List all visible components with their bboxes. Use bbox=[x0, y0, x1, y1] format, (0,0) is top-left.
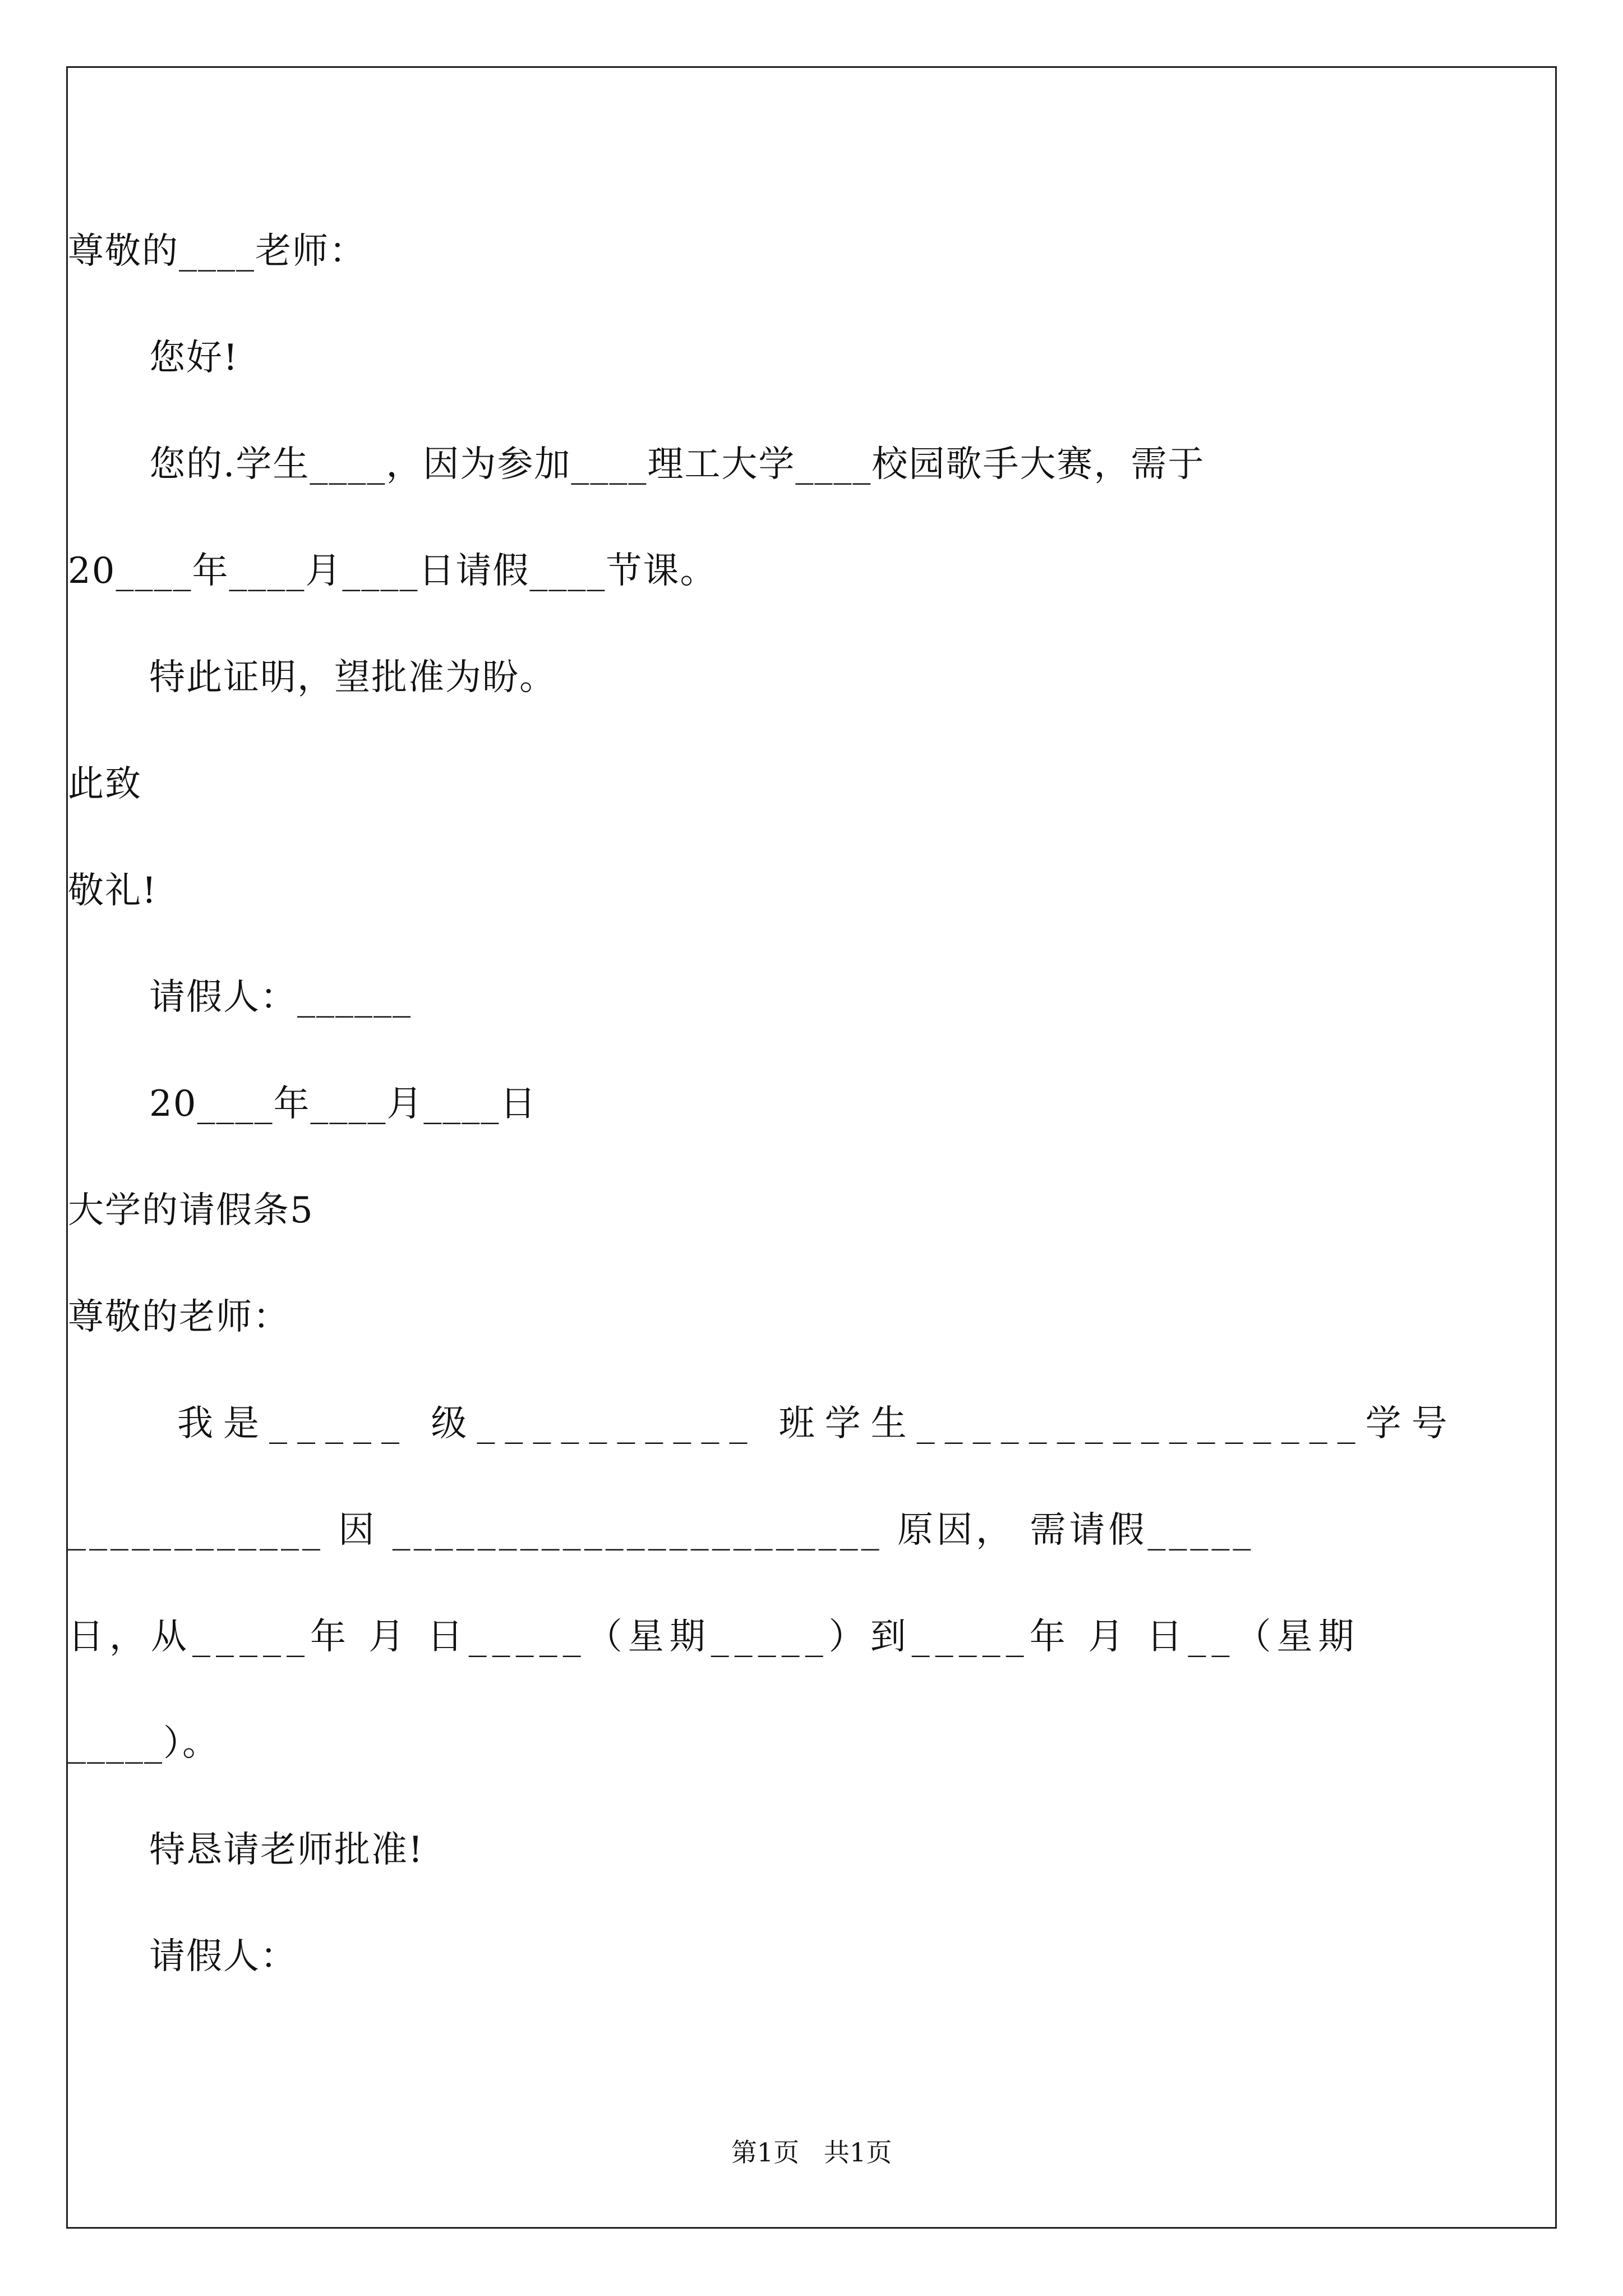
closing-line-1: 此致 bbox=[68, 763, 142, 805]
page-border bbox=[66, 66, 1557, 2229]
salutation-line-2: 尊敬的老师： bbox=[68, 1296, 290, 1338]
body-line-1: 您的.学生____，因为参加____理工大学____校园歌手大赛，需于 bbox=[149, 444, 1205, 485]
date-line: 20____年____月____日 bbox=[149, 1083, 537, 1125]
student-info-line-3: 日，从_____年 月 日_____（星期_____）到_____年 月 日__（星期 bbox=[68, 1616, 1360, 1658]
greeting-line: 您好! bbox=[149, 337, 239, 379]
salutation-line: 尊敬的____老师： bbox=[68, 231, 366, 272]
request-line-2: 特恳请老师批准! bbox=[149, 1829, 424, 1871]
request-line: 特此证明，望批准为盼。 bbox=[149, 657, 556, 698]
signature-line-2: 请假人： bbox=[149, 1936, 297, 1977]
signature-line: 请假人：______ bbox=[149, 977, 412, 1018]
closing-line-2: 敬礼! bbox=[68, 870, 158, 912]
student-info-line-1: 我是_____ 级__________ 班学生________________学号 bbox=[177, 1403, 1458, 1444]
student-info-line-4: _____）。 bbox=[68, 1723, 219, 1764]
student-info-line-2: ____________ 因 _______________________ 原因， 需请假_____ bbox=[68, 1510, 1255, 1551]
section-title: 大学的请假条5 bbox=[68, 1190, 314, 1231]
body-line-2: 20____年____月____日请假____节课。 bbox=[68, 550, 717, 592]
page-footer: 第1页 共1页 bbox=[731, 2137, 892, 2168]
